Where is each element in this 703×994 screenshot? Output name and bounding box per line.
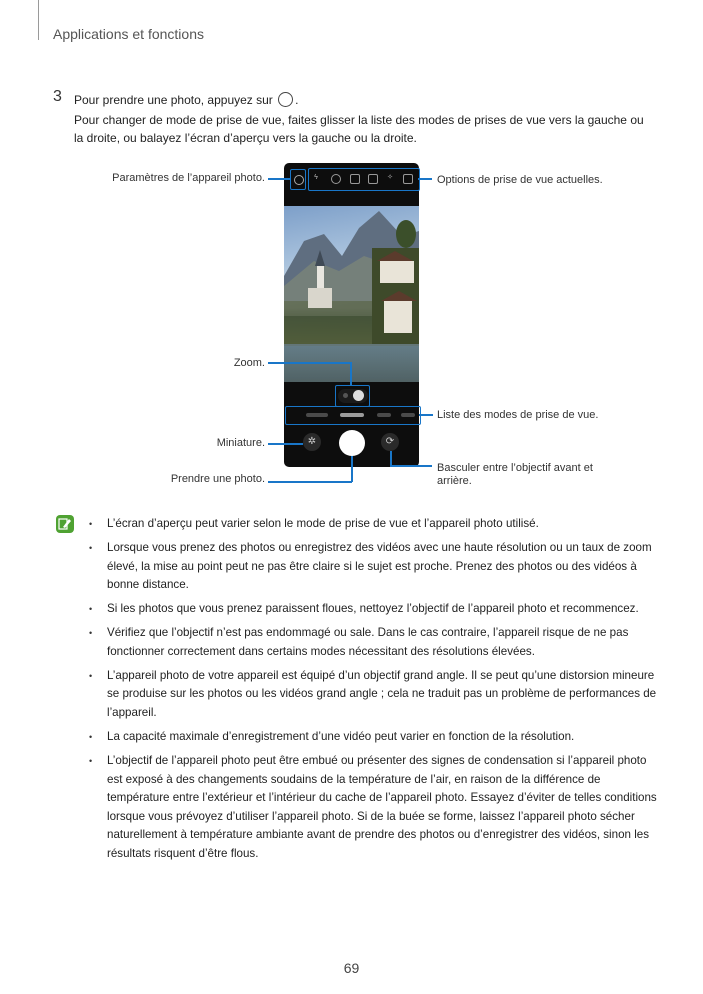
house-illustration bbox=[384, 301, 412, 333]
church-building bbox=[308, 288, 332, 308]
filter-icon[interactable]: ✧ bbox=[387, 174, 393, 181]
callout-thumbnail: Miniature. bbox=[216, 437, 265, 449]
leader-line bbox=[390, 465, 432, 467]
note-item: • Si les photos que vous prenez paraissent floues, nettoyez l’objectif de l’appareil photo et recommencez. bbox=[89, 600, 659, 619]
step-instruction bbox=[74, 92, 299, 107]
callout-box-zoom bbox=[335, 385, 370, 407]
leader-line bbox=[390, 451, 392, 466]
leader-line bbox=[268, 481, 352, 483]
leader-line bbox=[418, 178, 432, 180]
note-icon bbox=[56, 515, 74, 533]
section-header: Applications et fonctions bbox=[53, 26, 204, 42]
callout-box-modes bbox=[285, 406, 421, 425]
callout-mode-list: Liste des modes de prise de vue. bbox=[437, 409, 599, 421]
callout-switch-lens: Basculer entre l’objectif avant et arrière. bbox=[437, 462, 593, 487]
note-item: • Lorsque vous prenez des photos ou enregistrez des vidéos avec une haute résolution ou un taux de zoom élevé, la mise au point peut ne pas être claire si le sujet est proche. Prenez des photos ou des vidéos à bonne distance. bbox=[89, 539, 659, 595]
note-item: • L’appareil photo de votre appareil est équipé d’un objectif grand angle. Il se peut qu’une distorsion mineure se produise sur les photos ou les vidéos grand angle ; cela ne traduit pas un problème de performances de l’appareil. bbox=[89, 667, 659, 723]
step-description: Pour changer de mode de prise de vue, faites glisser la liste des modes de prises de vue vers la gauche ou la droite, ou balayez l’écran d’aperçu vers la gauche ou la droite. bbox=[74, 113, 644, 145]
thumbnail-button[interactable]: ✲ bbox=[303, 433, 321, 451]
step-instruction-end: . bbox=[295, 93, 299, 107]
leader-line bbox=[268, 443, 303, 445]
note-item: • L’écran d’aperçu peut varier selon le mode de prise de vue et l’appareil photo utilisé. bbox=[89, 515, 659, 534]
tree-illustration bbox=[396, 220, 416, 248]
leader-line bbox=[350, 362, 352, 385]
house-illustration bbox=[380, 261, 414, 283]
leader-line bbox=[351, 456, 353, 482]
callout-zoom: Zoom. bbox=[233, 357, 265, 369]
leader-line bbox=[268, 362, 350, 364]
page-number: 69 bbox=[343, 960, 360, 976]
page-edge-rule bbox=[38, 0, 39, 40]
leader-line bbox=[419, 414, 433, 416]
step-number: 3 bbox=[53, 88, 62, 105]
callout-box-options bbox=[308, 168, 420, 191]
callout-take-photo: Prendre une photo. bbox=[170, 473, 265, 485]
note-item: • L’objectif de l’appareil photo peut être embué ou présenter des signes de condensation si l’appareil photo est exposé à des changements soudains de la température de l’air, en raison de la différence de température entre l’extérieur et l’intérieur du cache de l’appareil photo. Essayez d’éviter de telles conditions lorsque vous prévoyez d’utiliser l’appareil photo. Si de la buée se forme, laissez l’appareil photo sécher naturellement à température ambiante avant de prendre des photos ou d’enregistrer des vidéos, sinon les résultats risquent d’être flous. bbox=[89, 752, 659, 863]
camera-preview bbox=[284, 206, 419, 382]
leader-line bbox=[268, 178, 290, 180]
flash-icon[interactable]: ϟ bbox=[314, 174, 318, 181]
callout-current-options: Options de prise de vue actuelles. bbox=[437, 174, 603, 186]
switch-camera-icon[interactable]: ⟳ bbox=[381, 433, 399, 451]
notes-list bbox=[89, 515, 659, 869]
shutter-icon bbox=[278, 92, 293, 107]
shutter-button[interactable] bbox=[339, 430, 365, 456]
callout-box-settings bbox=[290, 169, 306, 190]
step-instruction-text: Pour prendre une photo, appuyez sur bbox=[74, 93, 273, 107]
note-item: • Vérifiez que l’objectif n’est pas endommagé ou sale. Dans le cas contraire, l’appareil risque de ne pas fonctionner correctement dans certains modes nécessitant des résolutions élevées. bbox=[89, 624, 659, 661]
lake-reflection bbox=[284, 346, 419, 382]
callout-camera-settings: Paramètres de l’appareil photo. bbox=[112, 172, 265, 184]
note-item: • La capacité maximale d’enregistrement d’une vidéo peut varier en fonction de la résolution. bbox=[89, 728, 659, 747]
